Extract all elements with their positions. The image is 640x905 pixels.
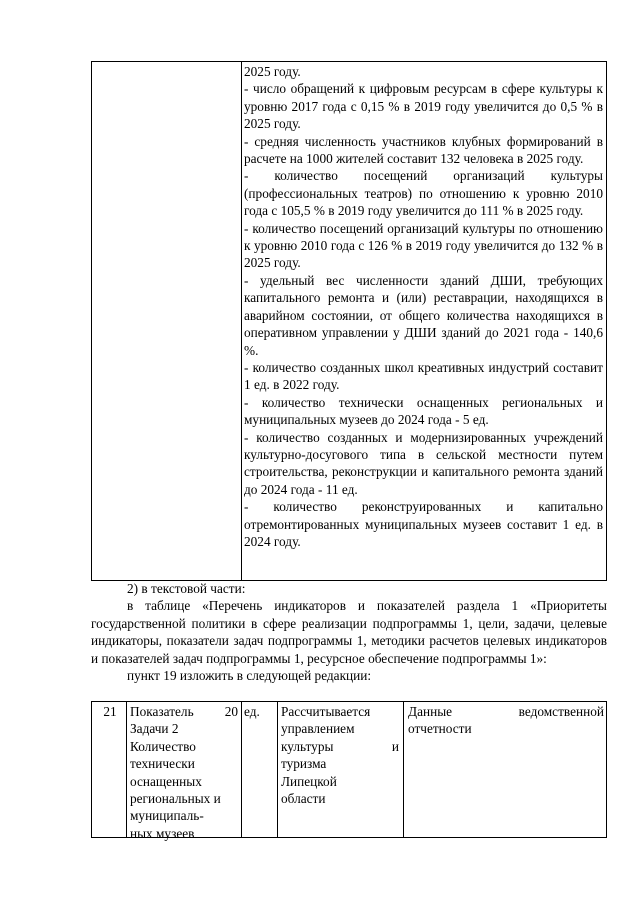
unit-cell <box>244 703 276 720</box>
column-divider <box>277 702 278 837</box>
indicator-line: оснащенных <box>130 773 202 789</box>
indicator-cell <box>130 703 238 842</box>
method-line: туризма <box>281 756 327 772</box>
method-line: управлением <box>281 721 355 737</box>
indicator-word: Показатель <box>130 704 194 719</box>
method-line: области <box>281 791 326 807</box>
indicator-number: 20 <box>224 704 238 719</box>
result-line: - количество созданных школ креативных индустрий составит 1 ед. в 2022 году. <box>244 359 603 393</box>
table-column-divider <box>241 62 242 580</box>
method-line: Рассчитывается <box>281 704 371 719</box>
source-cell <box>408 703 604 738</box>
method-word: и <box>391 738 399 754</box>
continuation-table <box>91 61 607 581</box>
result-line: - средняя численность участников клубных формирований в расчете на 1000 жителей составит 132 человека в 2025 году. <box>244 133 603 167</box>
method-cell <box>281 703 399 807</box>
source-word: Данные <box>408 704 453 719</box>
row-number-cell <box>96 703 124 720</box>
column-divider <box>241 702 242 837</box>
method-word: культуры <box>281 738 334 754</box>
result-line: - количество посещений организаций культуры (профессиональных театров) по отношению к уровню 2010 года с 105,5 % в 2019 году увеличится до 111 % в 2025 году. <box>244 168 603 219</box>
indicator-line: муниципаль- <box>130 808 204 824</box>
result-line: - количество посещений организаций культуры по отношению к уровню 2010 года с 126 % в 2019 году увеличится до 132 % в 2025 году. <box>244 220 603 271</box>
amendment-paragraph: в таблице «Перечень индикаторов и показателей раздела 1 «Приоритеты государственной политики в сфере реализации подпрограммы 1, цели, задачи, целевые индикаторы, показатели задач подпрограммы 1, методики расчетов целевых индикаторов и показателей задач подпрограммы 1, ресурсное обеспечение подпрограммы 1»: <box>91 598 607 666</box>
unit-value: ед. <box>244 704 260 719</box>
amendment-instruction: пункт 19 изложить в следующей редакции: <box>127 668 372 684</box>
result-line: - количество реконструированных и капитально отремонтированных муниципальных музеев составит 1 ед. в 2024 году. <box>244 499 603 549</box>
indicator-line: Количество <box>130 738 196 754</box>
result-line: - количество созданных и модернизированных учреждений культурно-досугового типа в сельской местности путем строительства, реконструкции и капитального ремонта зданий до 2024 года - 11 ед. <box>244 429 603 497</box>
source-line: отчетности <box>408 721 472 737</box>
expected-results-cell <box>244 63 603 550</box>
result-line: 2025 году. <box>244 64 301 79</box>
result-line: - количество технически оснащенных региональных и муниципальных музеев до 2024 года - 5 ед. <box>244 394 603 428</box>
row-number: 21 <box>103 704 117 719</box>
indicator-line: ных музеев <box>130 825 195 841</box>
indicator-line: Задачи 2 <box>130 721 179 737</box>
column-divider <box>403 702 404 837</box>
indicator-line <box>130 703 238 720</box>
item-2-heading: 2) в текстовой части: <box>127 581 246 596</box>
indicator-line: региональных и <box>130 791 221 807</box>
result-line: - удельный вес численности зданий ДШИ, требующих капитального ремонта и (или) реставрации, находящихся в аварийном состоянии, от общего количества находящихся в оперативном управлении у ДШИ зданий до 2021 года - 140,6 %. <box>244 272 603 358</box>
result-line: - число обращений к цифровым ресурсам в сфере культуры к уровню 2017 года с 0,15 % в 2019 году увеличится до 0,5 % в 2025 году. <box>244 81 603 132</box>
column-divider <box>126 702 127 837</box>
source-word: ведомственной <box>518 704 604 719</box>
body-text <box>91 580 607 684</box>
method-line: Липецкой <box>281 773 337 789</box>
source-line <box>408 703 604 720</box>
indicator-table <box>91 701 607 841</box>
method-line <box>281 738 399 755</box>
indicator-line: технически <box>130 756 195 772</box>
